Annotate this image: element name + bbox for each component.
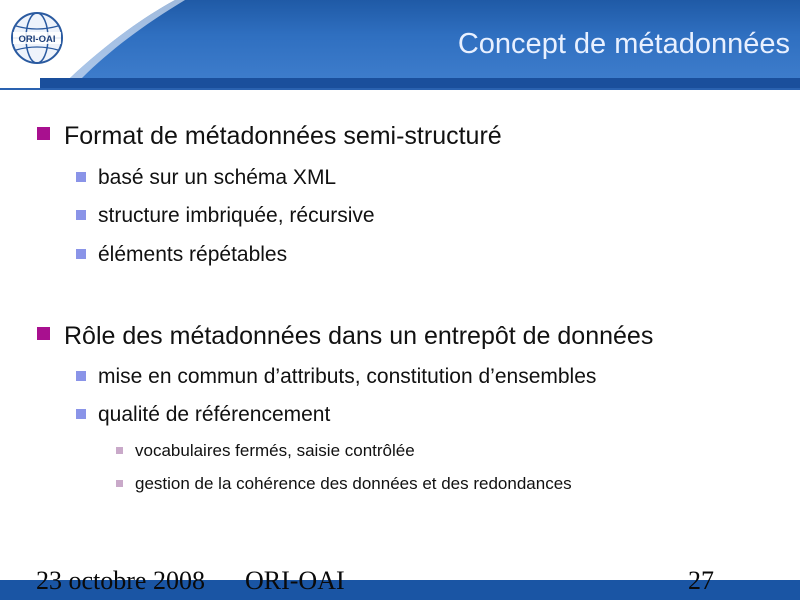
bullet-level2-marker <box>76 172 86 182</box>
bullet-level3-text: vocabulaires fermés, saisie contrôlée <box>135 441 415 460</box>
bullet-level1-text: Rôle des métadonnées dans un entrepôt de données <box>64 322 654 350</box>
bullet-level2-marker <box>76 371 86 381</box>
bullet-level3-text: gestion de la cohérence des données et des redondances <box>135 474 572 493</box>
logo-text: ORI-OAI <box>18 34 56 45</box>
bullet-level2-text: structure imbriquée, récursive <box>98 204 375 227</box>
footer-date: 23 octobre 2008 <box>36 566 205 595</box>
bullet-level2-marker <box>76 210 86 220</box>
bullet-level1-marker <box>37 127 50 140</box>
bullet-level1-marker <box>37 327 50 340</box>
slide-title: Concept de métadonnées <box>457 28 790 60</box>
bullet-level2-text: mise en commun d’attributs, constitution d’ensembles <box>98 365 597 388</box>
bullet-level2-text: qualité de référencement <box>98 403 331 426</box>
bullet-level3-marker <box>116 480 123 487</box>
bullet-level2-marker <box>76 249 86 259</box>
footer-organization: ORI-OAI <box>245 566 345 595</box>
footer-page-number: 27 <box>688 566 714 595</box>
bullet-level2-text: basé sur un schéma XML <box>98 166 337 189</box>
bullet-level1-text: Format de métadonnées semi-structuré <box>64 122 502 150</box>
bullet-level2-text: éléments répétables <box>98 243 288 266</box>
bullet-level2-marker <box>76 409 86 419</box>
bullet-level3-marker <box>116 447 123 454</box>
